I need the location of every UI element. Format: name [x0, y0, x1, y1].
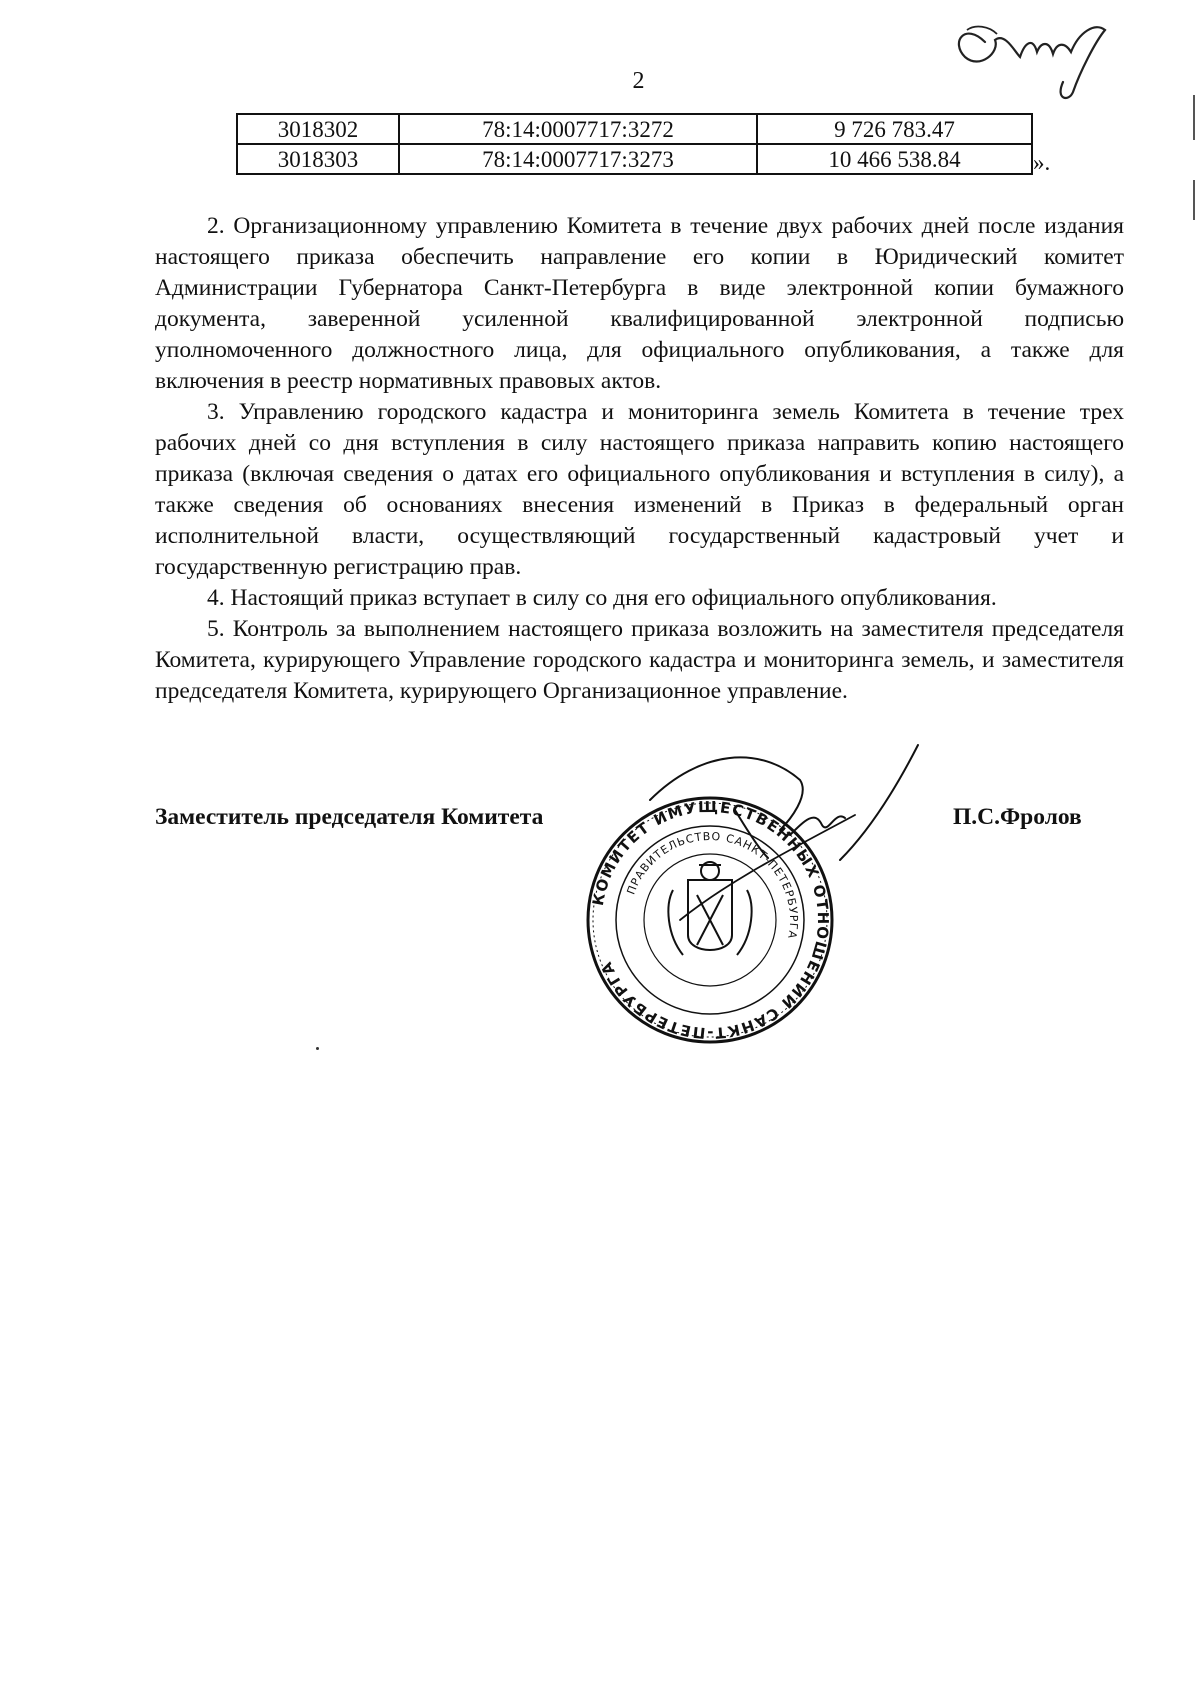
- paragraph-3: 3. Управлению городского кадастра и мониторинга земель Комитета в течение трех рабочих дней со дня вступления в силу настоящего приказа направить копию настоящего приказа (включая сведения о датах его официального опубликования и вступления в силу), а также сведения об основаниях внесения изменений в Приказ в федеральный орган исполнительной власти, осуществляющий государственный кадастровый учет и государственную регистрацию прав.: [155, 399, 1124, 580]
- table-cell-cadastral-number: 78:14:0007717:3272: [399, 114, 757, 144]
- seal-inner-text: ПРАВИТЕЛЬСТВО САНКТ-ПЕТЕРБУРГА: [624, 829, 801, 941]
- closing-quote: ».: [1033, 150, 1051, 175]
- right-edge-mark: [1193, 180, 1195, 220]
- order-body: [155, 211, 1124, 707]
- top-handwritten-initials: [945, 12, 1125, 104]
- table-row: [237, 144, 1032, 174]
- cadastral-value-table: [236, 113, 1033, 175]
- paragraph-5: 5. Контроль за выполнением настоящего приказа возложить на заместителя председателя Комитета, курирующего Управление городского кадастра и мониторинга земель, и заместителя председателя Комитета, курирующего Организационное управление.: [155, 616, 1124, 704]
- handwritten-signature: [640, 740, 940, 930]
- paragraph-2: 2. Организационному управлению Комитета в течение двух рабочих дней после издания настоящего приказа обеспечить направление его копии в Юридический комитет Администрации Губернатора Санкт-Петербурга в виде электронной копии бумажного документа, заверенной усиленной квалифицированной электронной подписью уполномоченного должностного лица, для официального опубликования, а также для включения в реестр нормативных правовых актов.: [155, 213, 1124, 394]
- page-number: 2: [632, 68, 645, 94]
- table-row: [237, 114, 1032, 144]
- table-cell-number: 3018303: [237, 144, 399, 174]
- paragraph-4: 4. Настоящий приказ вступает в силу со дня его официального опубликования.: [207, 585, 997, 611]
- table-cell-value: 10 466 538.84: [757, 144, 1032, 174]
- right-edge-mark: [1193, 95, 1195, 140]
- signer-name: П.С.Фролов: [953, 804, 1082, 830]
- table-cell-number: 3018302: [237, 114, 399, 144]
- stray-mark: [316, 1047, 319, 1050]
- signer-title: Заместитель председателя Комитета: [155, 804, 544, 830]
- table-cell-cadastral-number: 78:14:0007717:3273: [399, 144, 757, 174]
- table-cell-value: 9 726 783.47: [757, 114, 1032, 144]
- seal-outer-text: КОМИТЕТ ИМУЩЕСТВЕННЫХ ОТНОШЕНИЙ САНКТ-ПЕТЕРБУРГА: [588, 797, 833, 1043]
